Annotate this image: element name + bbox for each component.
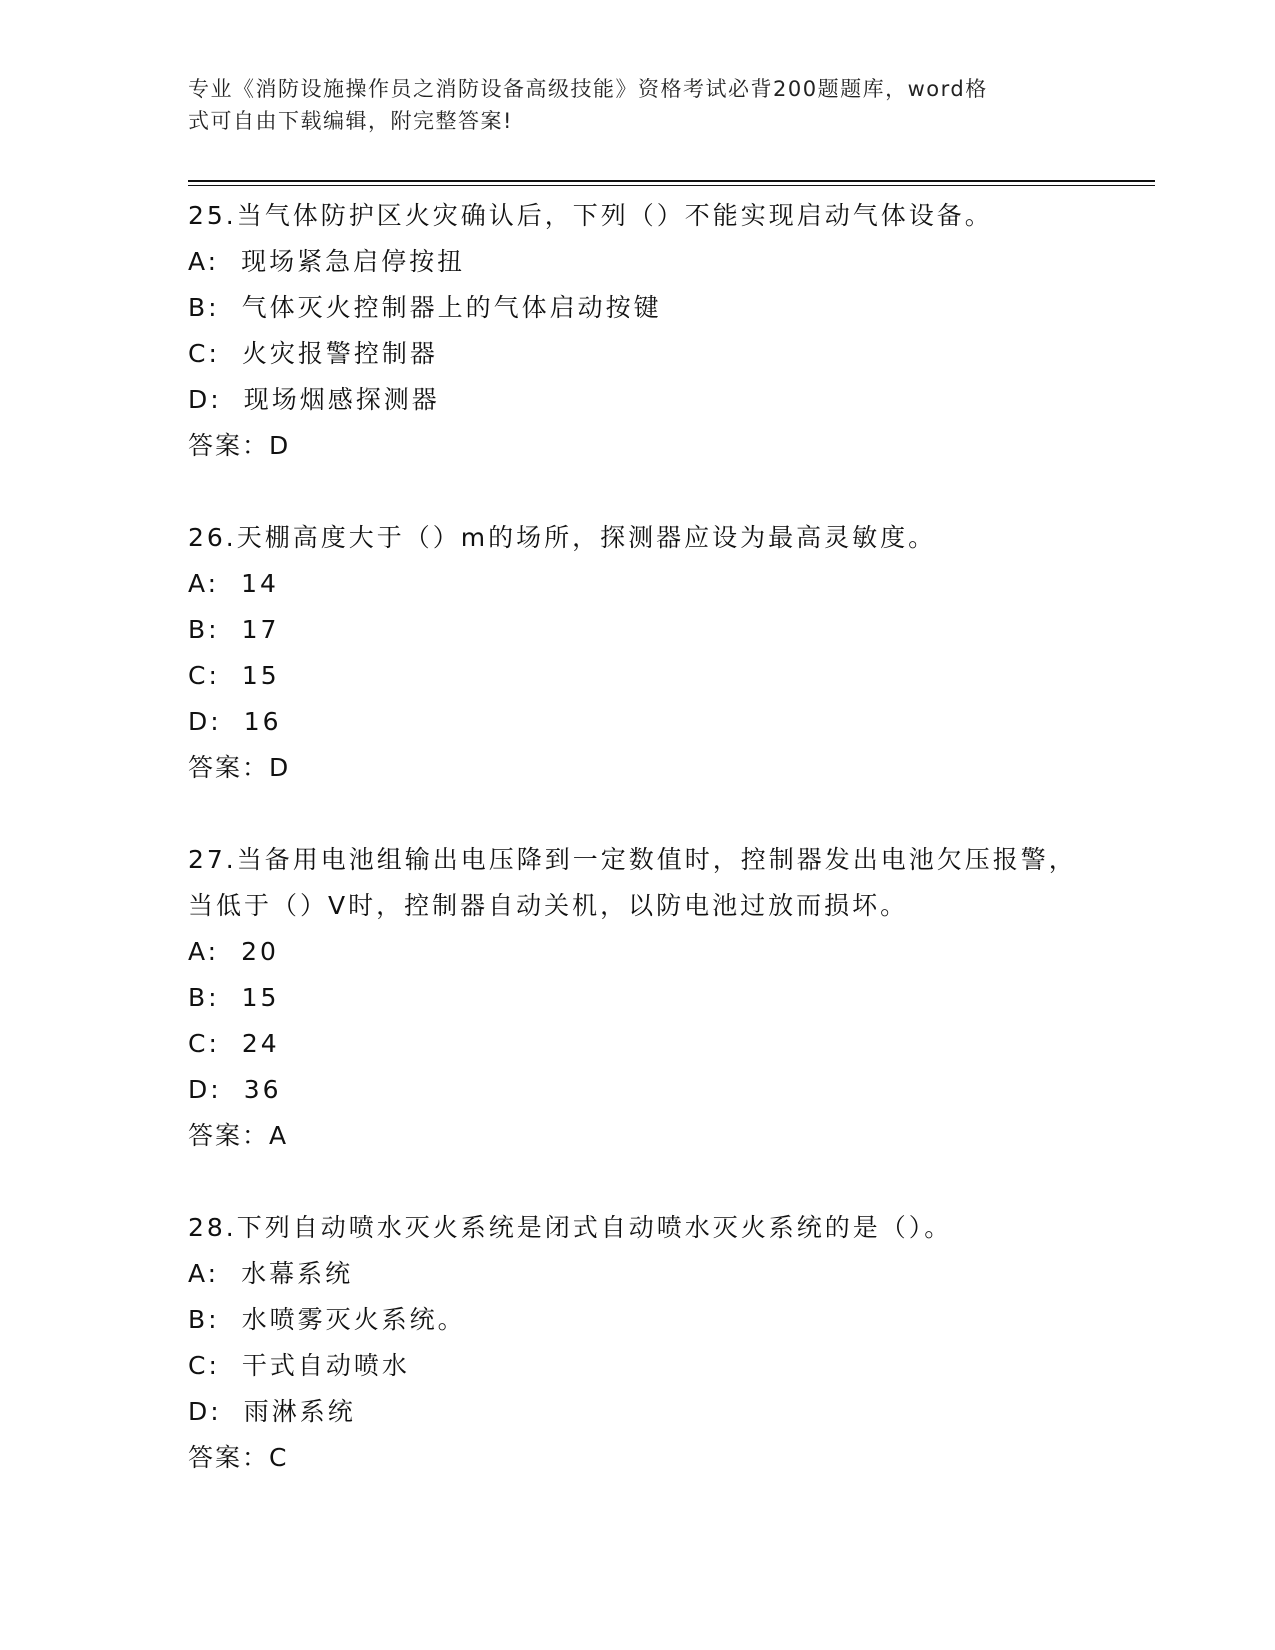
option-text: 14 [241, 569, 279, 598]
option-key: D: [188, 1397, 222, 1426]
option-key: B: [188, 293, 220, 322]
question-stem: 27.当备用电池组输出电压降到一定数值时，控制器发出电池欠压报警，当低于（）V时，控制器自动关机，以防电池过放而损坏。 [188, 845, 1077, 920]
option-b [188, 1297, 1088, 1343]
option-d [188, 1389, 1088, 1435]
answer-line: 答案：C [188, 1443, 289, 1472]
option-a [188, 239, 1088, 285]
option-text: 17 [241, 615, 280, 644]
option-key: B: [188, 615, 220, 644]
header-divider-thick [188, 180, 1155, 182]
option-text: 干式自动喷水 [241, 1351, 410, 1380]
question-stem: 26.天棚高度大于（）m的场所，探测器应设为最高灵敏度。 [188, 523, 937, 552]
header-line-1: 专业《消防设施操作员之消防设备高级技能》资格考试必背200题题库，word格 [188, 77, 988, 101]
option-c [188, 1343, 1088, 1389]
question-28 [188, 1205, 1088, 1481]
question-25 [188, 193, 1088, 469]
option-text: 水幕系统 [241, 1259, 354, 1288]
option-key: C: [188, 661, 220, 690]
option-key: D: [188, 385, 222, 414]
option-text: 火灾报警控制器 [241, 339, 438, 368]
option-text: 雨淋系统 [243, 1397, 356, 1426]
option-key: C: [188, 1351, 220, 1380]
option-text: 15 [241, 661, 280, 690]
option-key: D: [188, 707, 222, 736]
option-text: 15 [241, 983, 280, 1012]
option-c [188, 331, 1088, 377]
option-d [188, 377, 1088, 423]
question-stem: 25.当气体防护区火灾确认后，下列（）不能实现启动气体设备。 [188, 201, 993, 230]
option-key: A: [188, 1259, 220, 1288]
option-key: C: [188, 1029, 220, 1058]
answer-line: 答案：D [188, 431, 291, 460]
option-b [188, 975, 1088, 1021]
option-a [188, 1251, 1088, 1297]
option-d [188, 699, 1088, 745]
question-26 [188, 515, 1088, 791]
option-text: 16 [243, 707, 282, 736]
answer-line: 答案：A [188, 1121, 289, 1150]
option-key: B: [188, 1305, 220, 1334]
option-key: B: [188, 983, 220, 1012]
option-key: A: [188, 937, 220, 966]
option-text: 24 [241, 1029, 280, 1058]
header-divider-thin [188, 185, 1155, 186]
answer-line: 答案：D [188, 753, 291, 782]
question-list [188, 193, 1088, 1527]
option-key: C: [188, 339, 220, 368]
option-d [188, 1067, 1088, 1113]
option-b [188, 607, 1088, 653]
header-line-2: 式可自由下载编辑，附完整答案! [188, 109, 513, 133]
option-text: 现场烟感探测器 [243, 385, 440, 414]
question-stem: 28.下列自动喷水灭火系统是闭式自动喷水灭火系统的是（）。 [188, 1213, 953, 1242]
option-key: A: [188, 569, 220, 598]
option-a [188, 561, 1088, 607]
option-text: 气体灭火控制器上的气体启动按键 [241, 293, 662, 322]
question-27 [188, 837, 1088, 1159]
option-key: D: [188, 1075, 222, 1104]
document-header [188, 73, 1068, 137]
option-text: 水喷雾灭火系统。 [241, 1305, 466, 1334]
option-text: 20 [241, 937, 279, 966]
option-text: 现场紧急启停按扭 [241, 247, 466, 276]
option-c [188, 1021, 1088, 1067]
option-text: 36 [243, 1075, 282, 1104]
option-a [188, 929, 1088, 975]
option-b [188, 285, 1088, 331]
option-c [188, 653, 1088, 699]
option-key: A: [188, 247, 220, 276]
